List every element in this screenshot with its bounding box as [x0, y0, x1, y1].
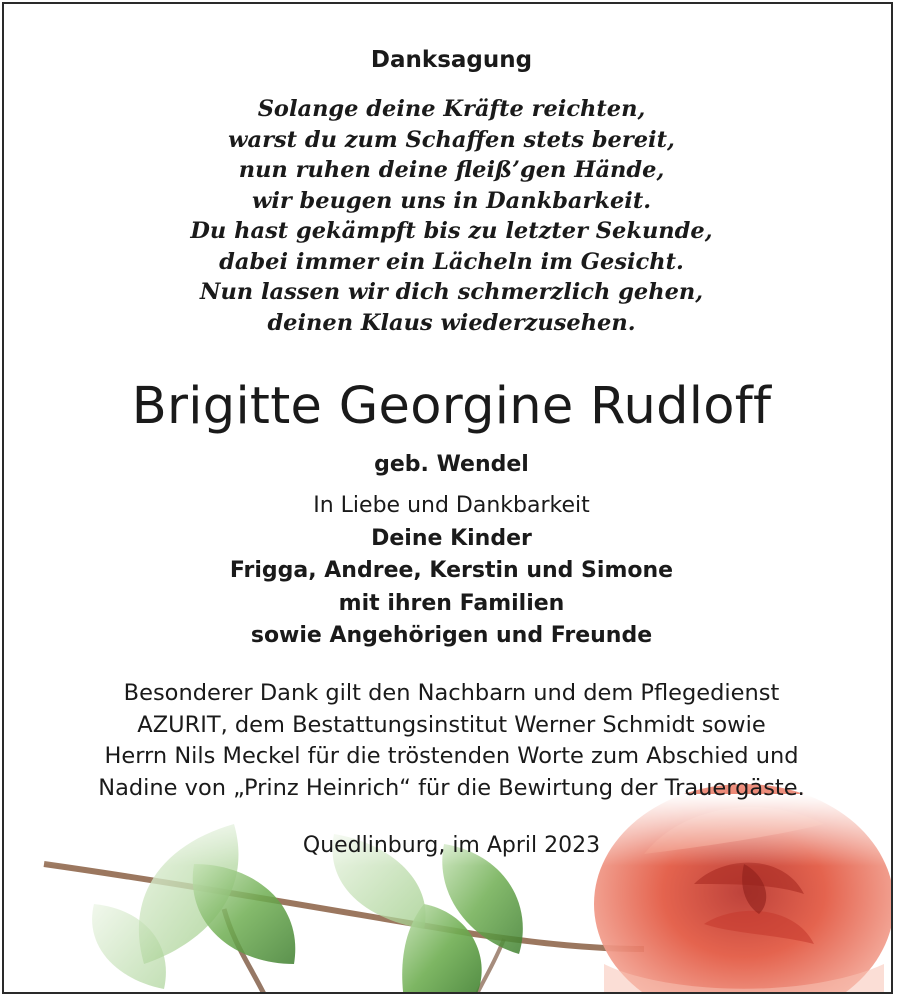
thanks-line: Herrn Nils Meckel für die tröstenden Worte zum Abschied und [104, 743, 799, 769]
poem-line: Nun lassen wir dich schmerzlich gehen, [199, 279, 704, 305]
special-thanks [4, 678, 893, 804]
poem-line: warst du zum Schaffen stets bereit, [228, 126, 675, 153]
heading-danksagung: Danksagung [370, 47, 533, 73]
family-line: Frigga, Andree, Kerstin und Simone [229, 558, 674, 583]
family-signature [4, 490, 893, 653]
family-intro: In Liebe und Dankbarkeit [313, 493, 590, 518]
poem [4, 94, 893, 338]
thanks-line: AZURIT, dem Bestattungsinstitut Werner Schmidt sowie [137, 711, 766, 738]
poem-line: nun ruhen deine fleiß’gen Hände, [238, 157, 665, 183]
family-line: mit ihren Familien [338, 590, 565, 616]
place-date: Quedlinburg, im April 2023 [302, 833, 601, 858]
thanks-line: Nadine von „Prinz Heinrich“ für die Bewirtung der Trauergäste. [98, 774, 805, 801]
poem-line: Solange deine Kräfte reichten, [257, 96, 646, 122]
obituary-notice [2, 2, 893, 994]
family-line: sowie Angehörigen und Freunde [250, 623, 653, 648]
family-line: Deine Kinder [371, 525, 532, 551]
poem-line: dabei immer ein Lächeln im Gesicht. [219, 248, 684, 275]
poem-line: wir beugen uns in Dankbarkeit. [251, 187, 652, 214]
poem-line: Du hast gekämpft bis zu letzter Sekunde, [190, 218, 713, 244]
thanks-line: Besonderer Dank gilt den Nachbarn und dem Pflegedienst [123, 680, 780, 706]
deceased-name: Brigitte Georgine Rudloff [131, 377, 772, 436]
poem-line: deinen Klaus wiederzusehen. [267, 309, 636, 336]
maiden-name: geb. Wendel [374, 452, 529, 477]
